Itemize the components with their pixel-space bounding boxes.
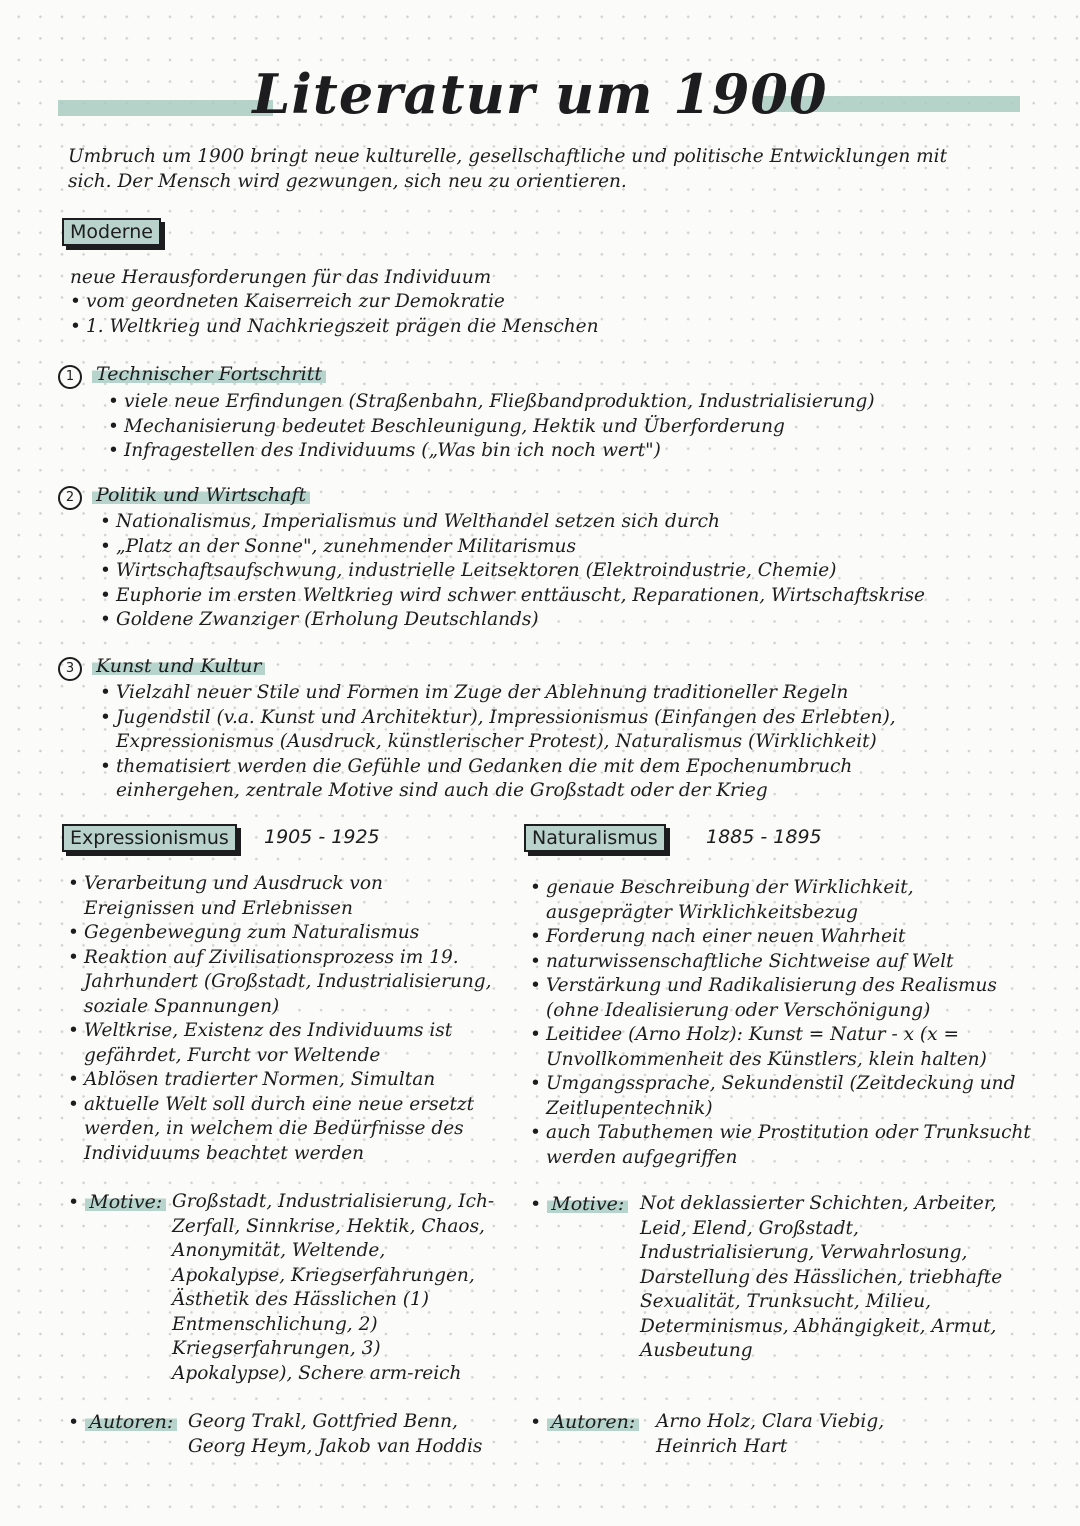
list-item: • Mechanisierung bedeutet Beschleunigung, Hektik und Überforderung bbox=[108, 415, 1008, 440]
expressionismus-label: Expressionismus bbox=[62, 824, 237, 852]
expressionismus-autoren-text: Georg Trakl, Gottfried Benn, Georg Heym, Jakob van Hoddis bbox=[188, 1411, 483, 1457]
moderne-label: Moderne bbox=[62, 218, 161, 246]
section-number-2: 2 bbox=[58, 486, 82, 510]
list-item: • Gegenbewegung zum Naturalismus bbox=[68, 921, 498, 946]
list-item: • Wirtschaftsaufschwung, industrielle Leitsektoren (Elektroindustrie, Chemie) bbox=[100, 559, 1000, 584]
section-number-3: 3 bbox=[58, 657, 82, 681]
naturalismus-autoren-label: • Autoren: bbox=[530, 1410, 639, 1434]
list-item: • genaue Beschreibung der Wirklichkeit, ausgeprägter Wirklichkeitsbezug bbox=[530, 876, 1040, 925]
list-item: • Ablösen tradierter Normen, Simultan bbox=[68, 1068, 498, 1093]
list-item: • Jugendstil (v.a. Kunst und Architektur), Impressionismus (Einfangen des Erlebten), Expressionismus (Ausdruck, künstlerischer Protest), Naturalismus (Wirklichkeit) bbox=[100, 706, 980, 755]
list-item: • Goldene Zwanziger (Erholung Deutschlands) bbox=[100, 608, 1000, 633]
naturalismus-label: Naturalismus bbox=[524, 824, 666, 852]
page-title: Literatur um 1900 bbox=[252, 62, 828, 126]
list-item: • „Platz an der Sonne", zunehmender Militarismus bbox=[100, 535, 1000, 560]
section-heading-2: Politik und Wirtschaft bbox=[92, 483, 310, 507]
list-item: • naturwissenschaftliche Sichtweise auf Welt bbox=[530, 950, 1040, 975]
list-item: • viele neue Erfindungen (Straßenbahn, Fließbandproduktion, Industrialisierung) bbox=[108, 390, 1008, 415]
list-item: • 1. Weltkrieg und Nachkriegszeit prägen die Menschen bbox=[70, 315, 970, 340]
list-item: • Umgangssprache, Sekundenstil (Zeitdeckung und Zeitlupentechnik) bbox=[530, 1072, 1040, 1121]
list-item: • Euphorie im ersten Weltkrieg wird schwer enttäuscht, Reparationen, Wirtschaftskrise bbox=[100, 584, 1000, 609]
list-item: • Verstärkung und Radikalisierung des Realismus (ohne Idealisierung oder Verschönigung) bbox=[530, 974, 1040, 1023]
list-item: • Infragestellen des Individuums („Was bin ich noch wert") bbox=[108, 439, 1008, 464]
list-item: • vom geordneten Kaiserreich zur Demokratie bbox=[70, 290, 970, 315]
intro-text: Umbruch um 1900 bringt neue kulturelle, gesellschaftliche und politische Entwicklungen mit sich. Der Mensch wird gezwungen, sich neu zu orientieren. bbox=[68, 146, 948, 192]
section-heading-1: Technischer Fortschritt bbox=[92, 362, 326, 386]
naturalismus-list bbox=[530, 876, 1040, 1170]
list-item: • Forderung nach einer neuen Wahrheit bbox=[530, 925, 1040, 950]
naturalismus-autoren-text: Arno Holz, Clara Viebig, Heinrich Hart bbox=[656, 1411, 885, 1457]
section-3-list bbox=[100, 681, 980, 804]
expressionismus-motive-text: Großstadt, Industrialisierung, Ich-Zerfall, Sinnkrise, Hektik, Chaos, Anonymität, Weltende, Apokalypse, Kriegserfahrungen, Ästhetik des Hässlichen (1) Entmenschlichung, 2) Kriegserfahrungen, 3) Apokalypse), Schere arm-reich bbox=[172, 1191, 495, 1384]
section-number-1: 1 bbox=[58, 365, 82, 389]
list-item: • auch Tabuthemen wie Prostitution oder Trunksucht werden aufgegriffen bbox=[530, 1121, 1040, 1170]
moderne-line-0: neue Herausforderungen für das Individuum bbox=[70, 267, 492, 288]
list-item: • aktuelle Welt soll durch eine neue ersetzt werden, in welchem die Bedürfnisse des Individuums beachtet werden bbox=[68, 1093, 498, 1167]
section-heading-3: Kunst und Kultur bbox=[92, 654, 265, 678]
naturalismus-motive-label: • Motive: bbox=[530, 1192, 628, 1216]
expressionismus-autoren-label: • Autoren: bbox=[68, 1410, 177, 1434]
section-2-list bbox=[100, 510, 1000, 633]
expressionismus-years: 1905 - 1925 bbox=[264, 826, 380, 848]
moderne-list bbox=[70, 290, 970, 339]
expressionismus-motive-label: • Motive: bbox=[68, 1190, 166, 1214]
naturalismus-motive-text: Not deklassierter Schichten, Arbeiter, Leid, Elend, Großstadt, Industrialisierung, Verwahrlosung, Darstellung des Hässlichen, triebhafte Sexualität, Trunksucht, Milieu, Determinismus, Abhängigkeit, Armut, Ausbeutung bbox=[640, 1193, 1003, 1361]
list-item: • Verarbeitung und Ausdruck von Ereignissen und Erlebnissen bbox=[68, 872, 498, 921]
list-item: • thematisiert werden die Gefühle und Gedanken die mit dem Epochenumbruch einhergehen, zentrale Motive sind auch die Großstadt oder der Krieg bbox=[100, 755, 980, 804]
section-1-list bbox=[108, 390, 1008, 464]
list-item: • Leitidee (Arno Holz): Kunst = Natur - x (x = Unvollkommenheit des Künstlers, klein halten) bbox=[530, 1023, 1040, 1072]
list-item: • Nationalismus, Imperialismus und Welthandel setzen sich durch bbox=[100, 510, 1000, 535]
expressionismus-list bbox=[68, 872, 498, 1166]
list-item: • Vielzahl neuer Stile und Formen im Zuge der Ablehnung traditioneller Regeln bbox=[100, 681, 980, 706]
list-item: • Reaktion auf Zivilisationsprozess im 19. Jahrhundert (Großstadt, Industrialisierung, soziale Spannungen) bbox=[68, 946, 498, 1020]
list-item: • Weltkrise, Existenz des Individuums ist gefährdet, Furcht vor Weltende bbox=[68, 1019, 498, 1068]
naturalismus-years: 1885 - 1895 bbox=[706, 826, 822, 848]
